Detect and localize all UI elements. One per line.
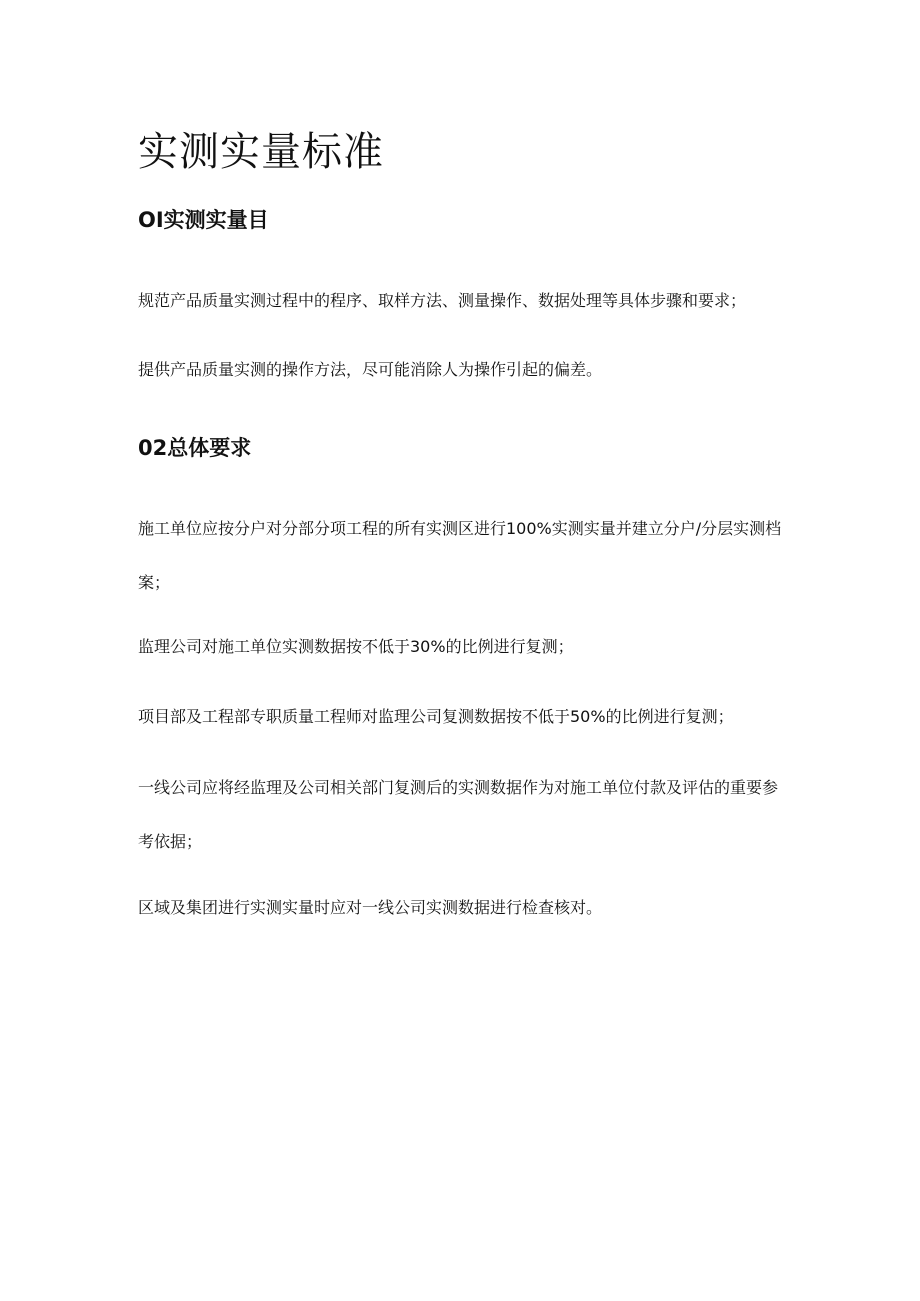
paragraph-requirement-3: 项目部及工程部专职质量工程师对监理公司复测数据按不低于50%的比例进行复测； <box>138 707 734 726</box>
section-heading-purpose: OI实测实量目 <box>138 208 269 232</box>
document-title: 实测实量标准 <box>138 129 384 175</box>
paragraph-purpose-2: 提供产品质量实测的操作方法，尽可能消除人为操作引起的偏差。 <box>138 360 603 379</box>
paragraph-purpose-1: 规范产品质量实测过程中的程序、取样方法、测量操作、数据处理等具体步骤和要求； <box>138 291 747 310</box>
paragraph-requirement-5: 区域及集团进行实测实量时应对一线公司实测数据进行检查核对。 <box>138 898 603 917</box>
paragraph-requirement-4: 一线公司应将经监理及公司相关部门复测后的实测数据作为对施工单位付款及评估的重要参考依据； <box>138 778 779 851</box>
paragraph-requirement-2: 监理公司对施工单位实测数据按不低于30%的比例进行复测； <box>138 637 574 656</box>
section-heading-general-requirements: 02总体要求 <box>138 436 252 460</box>
paragraph-requirement-1: 施工单位应按分户对分部分项工程的所有实测区进行100%实测实量并建立分户/分层实测档案； <box>138 519 782 592</box>
